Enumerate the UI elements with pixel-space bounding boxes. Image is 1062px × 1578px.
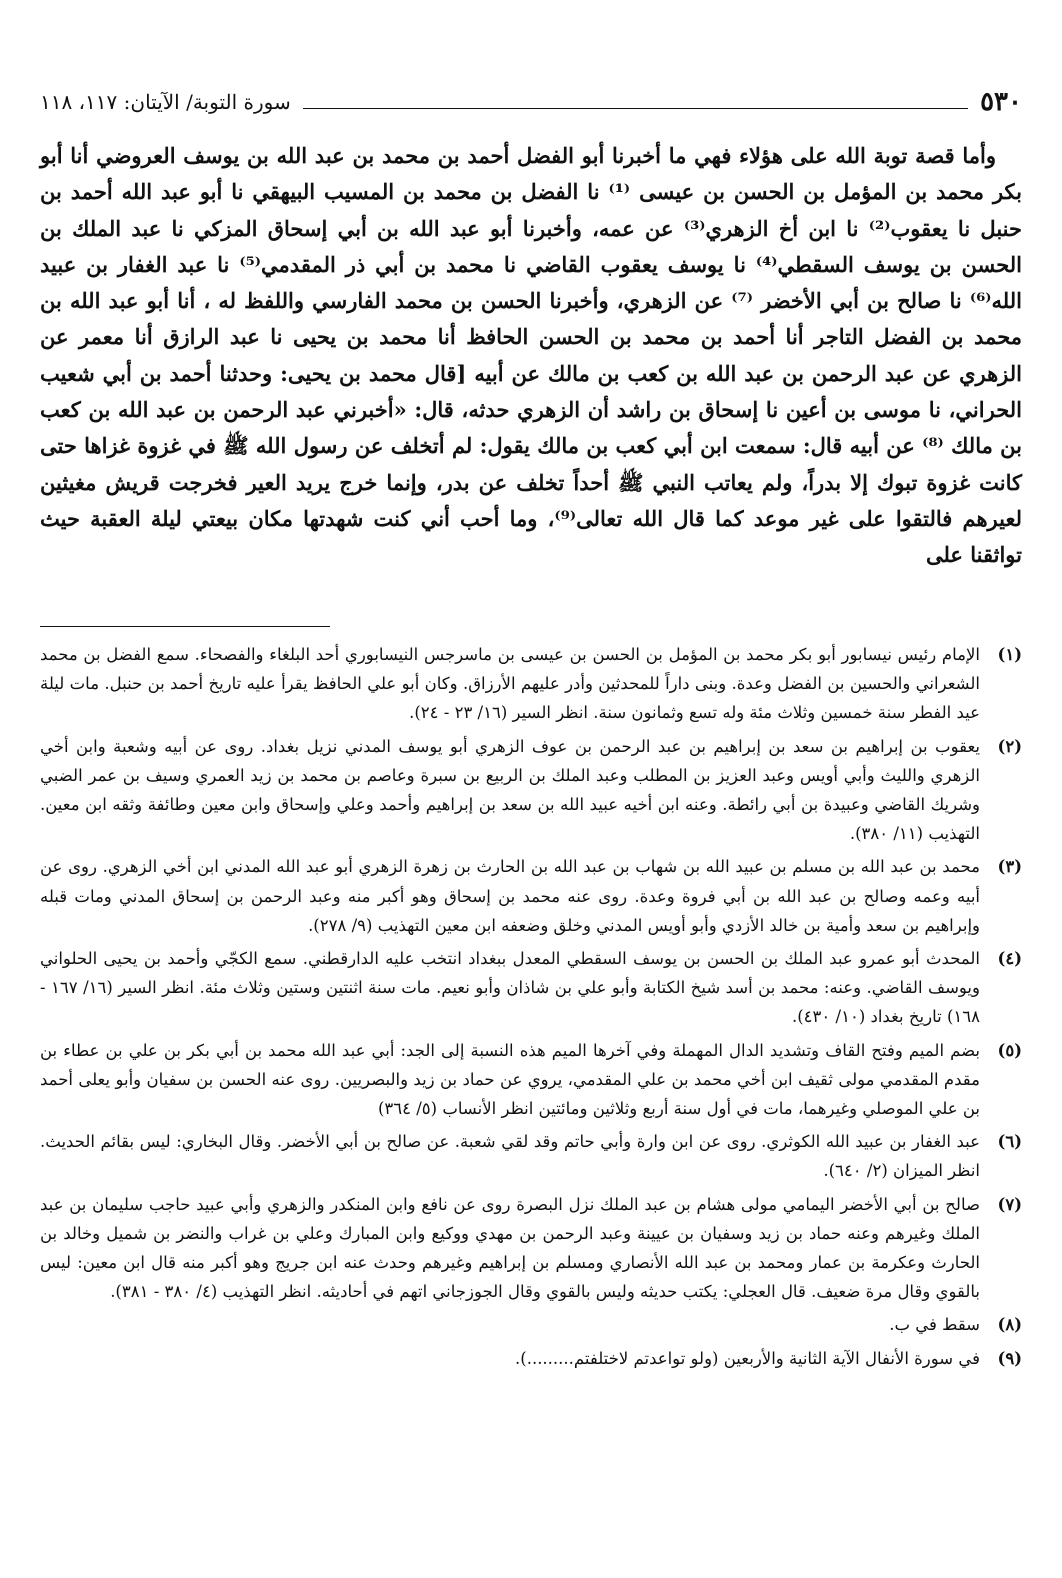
footnote-number: (٣) (997, 857, 1022, 877)
page-number: ٥٣٠ (980, 87, 1022, 117)
footnote-number: (٦) (997, 1132, 1022, 1152)
footnote-text: يعقوب بن إبراهيم بن سعد بن إبراهيم بن عبد الرحمن بن عوف الزهري أبو يوسف المدني نزيل بغداد. روى عن أبيه وشعبة وابن أخي الزهري والليث وأبي أويس وعبد العزيز بن المطلب وعبد الملك بن الربيع بن سبرة وعاصم بن محمد بن زيد العمري وسيف بن عمر الضبي وشريك القاضي وعبيدة بن أبي رائطة. وعنه ابن أخيه عبيد الله بن سعد بن إبراهيم وأحمد وعلي وإسحاق وابن معين وطائفة وثقه ابن معين. التهذيب (١١/ ٣٨٠). (40, 736, 980, 844)
footnote-number: (٤) (997, 949, 1022, 969)
footnote-text: في سورة الأنفال الآية الثانية والأربعين (ولو تواعدتم لاختلفتم.........). (515, 1348, 980, 1368)
footnote-1 (40, 640, 1022, 728)
main-paragraph: وأما قصة توبة الله على هؤلاء فهي ما أخبرنا أبو الفضل أحمد بن محمد بن عبد الله بن يوسف العروضي أنا أبو بكر محمد بن المؤمل بن الحسن بن عيسى ⁽¹⁾ نا الفضل بن محمد بن المسيب البيهقي نا أبو عبد الله أحمد بن حنبل نا يعقوب⁽²⁾ نا ابن أخ الزهري⁽³⁾ عن عمه، وأخبرنا أبو عبد الله بن أبي إسحاق المزكي نا عبد الملك بن الحسن بن يوسف السقطي⁽⁴⁾ نا يوسف يعقوب القاضي نا محمد بن أبي ذر المقدمي⁽⁵⁾ نا عبد الغفار بن عبيد الله⁽⁶⁾ نا صالح بن أبي الأخضر ⁽⁷⁾ عن الزهري، وأخبرنا الحسن بن محمد الفارسي واللفظ له ، أنا أبو عبد الله بن محمد بن الفضل التاجر أنا أحمد بن محمد بن الحسن الحافظ أنا محمد بن يحيى نا عبد الرازق أنا معمر عن الزهري عن عبد الرحمن بن عبد الله بن كعب بن مالك عن أبيه [قال محمد بن يحيى: وحدثنا أحمد بن أبي شعيب الحراني، نا موسى بن أعين نا إسحاق بن راشد أن الزهري حدثه، قال: «أخبرني عبد الرحمن بن عبد الله بن كعب بن مالك ⁽⁸⁾ عن أبيه قال: سمعت ابن أبي كعب بن مالك يقول: لم أتخلف عن رسول الله ﷺ في غزوة غزاها حتى كانت غزوة تبوك إلا بدراً، ولم يعاتب النبي ﷺ أحداً تخلف عن بدر، وإنما خرج يريد العير فخرجت قريش مغيثين لعيرهم فالتقوا على غير موعد كما قال الله تعالى⁽⁹⁾، وما أحب أني كنت شهدتها مكان بيعتي ليلة العقبة حيث تواثقنا على (40, 143, 1023, 568)
footnote-3 (40, 852, 1022, 940)
footnote-number: (٨) (997, 1315, 1022, 1335)
footnote-8 (40, 1310, 1022, 1339)
footnote-9 (40, 1344, 1022, 1373)
footnote-text: عبد الغفار بن عبيد الله الكوثري. روى عن ابن وارة وأبي حاتم وقد لقي شعبة. عن صالح بن أبي الأخضر. وقال البخاري: ليس بقائم الحديث. انظر الميزان (٢/ ٦٤٠). (40, 1132, 980, 1181)
footnote-text: المحدث أبو عمرو عبد الملك بن الحسن بن يوسف السقطي المعدل ببغداد انتخب عليه الدارقطني. سمع الكجّي وأحمد بن يحيى الحلواني ويوسف القاضي. وعنه: محمد بن أسد شيخ الكتابة وأبو علي بن شاذان وأبو نعيم. مات سنة اثنتين وستين وثلاث مئة. انظر السير (١٦/ ١٦٧ - ١٦٨) تاريخ بغداد (١٠/ ٤٣٠). (40, 949, 980, 1027)
footnote-4 (40, 944, 1022, 1032)
footnote-number: (٥) (997, 1040, 1022, 1060)
footnote-text: بضم الميم وفتح القاف وتشديد الدال المهملة وفي آخرها الميم هذه النسبة إلى الجد: أبي عبد الله محمد بن أبي بكر بن علي بن عطاء بن مقدم المقدمي مولى ثقيف ابن أخي محمد بن علي المقدمي، يروي عن حماد بن زيد والبصريين. روى عنه الحسن بن سفيان وأبو يعلى أحمد بن علي الموصلي وغيرهما، مات في أول سنة أربع وثلاثين ومائتين انظر الأنساب (٥/ ٣٦٤) (40, 1040, 980, 1119)
footnote-5 (40, 1036, 1022, 1124)
footnote-7 (40, 1190, 1022, 1307)
footnote-6 (40, 1127, 1022, 1185)
footnote-number: (٧) (997, 1194, 1022, 1214)
running-title: سورة التوبة/ الآيتان: ١١٧، ١١٨ (40, 90, 291, 114)
footnote-2 (40, 732, 1022, 849)
footnote-separator (40, 626, 330, 627)
footnote-text: صالح بن أبي الأخضر اليمامي مولى هشام بن عبد الملك نزل البصرة روى عن نافع وابن المنكدر والزهري وأبي عبيد حاجب سليمان بن عبد الملك وغيرهم وعنه حماد بن زيد وسفيان بن عيينة وعبد الرحمن بن مهدي ووكيع وابن المبارك وعلي بن غراب والنضر بن شميل وخالد بن الحارث وعكرمة بن عمار ومحمد بن عبد الله الأنصاري ومسلم بن إبراهيم وغيرهم وحدث عنه ابن جريج وهو أكبر منه قال ابن معين: ليس بالقوي وقال مرة ضعيف. قال العجلي: يكتب حديثه وليس بالقوي وقال الجوزجاني اتهم في أحاديثه. انظر التهذيب (٤/ ٣٨٠ - ٣٨١). (40, 1194, 980, 1302)
footnote-text: محمد بن عبد الله بن مسلم بن عبيد الله بن شهاب بن عبد الله بن الحارث بن زهرة الزهري أبو عبد الله المدني ابن أخي الزهري. روى عن أبيه وعمه وصالح بن عبد الله بن أبي فروة وعدة. روى عنه محمد بن إسحاق وهو أكبر منه وعبد الرحمن بن إسحاق المدني ومات قبله وإبراهيم بن سعد وأمية بن خالد الأزدي وأبو أويس المدني وخلق وضعفه ابن معين التهذيب (٩/ ٢٧٨). (40, 857, 980, 935)
footnotes (40, 640, 1022, 1377)
header-rule (303, 108, 968, 109)
footnote-text: الإمام رئيس نيسابور أبو بكر محمد بن المؤمل بن الحسن بن عيسى بن ماسرجس النيسابوري أحد البلغاء والفصحاء. سمع الفضل بن محمد الشعراني والحسين بن الفضل وعدة. وبنى داراً للمحدثين وأدر عليهم الأرزاق. وكان أبو علي الحافظ يقرأ عليه تاريخ أحمد بن حنبل. مات ليلة عيد الفطر سنة خمسين وثلاث مئة وله تسع وثمانون سنة. انظر السير (١٦/ ٢٣ - ٢٤). (40, 645, 980, 723)
footnote-number: (٢) (997, 736, 1022, 756)
main-text (40, 138, 1022, 574)
page-header (40, 84, 1022, 120)
footnote-text: سقط في ب. (889, 1315, 980, 1335)
footnote-number: (٩) (997, 1348, 1022, 1368)
footnote-number: (١) (997, 645, 1022, 664)
